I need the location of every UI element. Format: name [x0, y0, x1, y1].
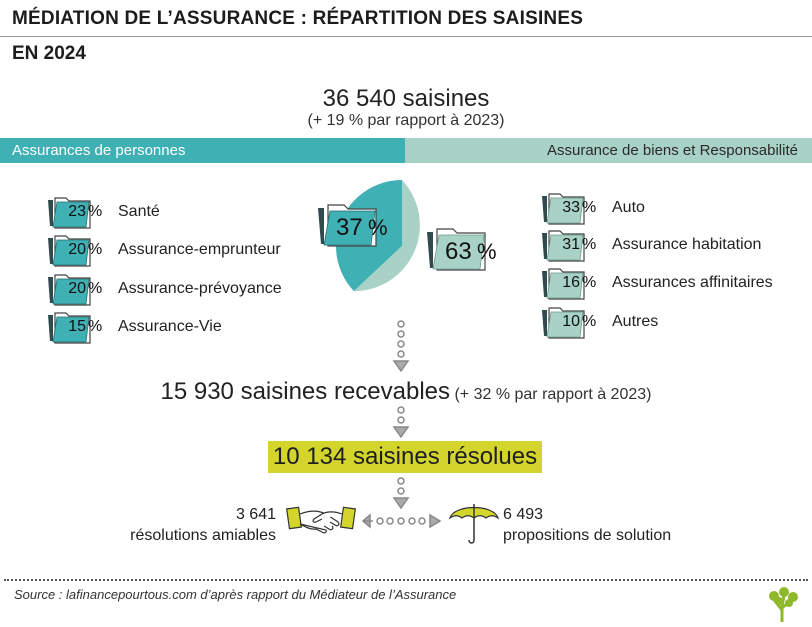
category-value: 15 [68, 318, 86, 335]
category-label: Santé [118, 203, 160, 220]
arrow-pie-to-recevables [394, 321, 408, 371]
proposition-label: propositions de solution [503, 527, 672, 544]
percent-sign: % [582, 199, 597, 216]
handshake-icon [286, 502, 356, 538]
source-note: Source : lafinancepourtous.com d’après rapport du Médiateur de l’Assurance [14, 587, 457, 602]
category-label: Assurance-Vie [118, 318, 222, 335]
amiable-value: 3 641 [235, 506, 276, 523]
percent-sign: % [88, 241, 103, 258]
category-label: Assurance habitation [612, 236, 762, 253]
total-change: (+ 19 % par rapport à 2023) [307, 112, 505, 129]
category-value: 33 [562, 199, 580, 216]
resolues-badge: 10 134 saisines résolues [268, 441, 542, 473]
umbrella-icon [448, 498, 500, 546]
percent-sign: % [88, 318, 103, 335]
percent-sign: % [582, 236, 597, 253]
recevables-line [0, 378, 812, 406]
category-label: Assurance-prévoyance [118, 280, 282, 297]
percent-sign: % [368, 215, 388, 240]
recevables-label: 15 930 saisines recevables [160, 378, 451, 405]
band-assurances-personnes: Assurances de personnes [0, 138, 405, 163]
percent-sign: % [582, 274, 597, 291]
category-label: Assurances affinitaires [612, 274, 773, 291]
proposition-value: 6 493 [503, 506, 544, 523]
percent-sign: % [477, 239, 497, 264]
total-saisines: 36 540 saisines [322, 85, 490, 112]
arrow-resolues-to-outcomes [394, 478, 408, 508]
percent-sign: % [582, 313, 597, 330]
page-subtitle: EN 2024 [12, 43, 86, 64]
category-label: Assurance-emprunteur [118, 241, 281, 258]
percent-sign: % [88, 280, 103, 297]
category-value: 23 [68, 203, 86, 220]
page-title: MÉDIATION DE L’ASSURANCE : RÉPARTITION DES SAISINES [12, 8, 584, 29]
category-value: 20 [68, 280, 86, 297]
arrow-split-left-right [363, 515, 440, 527]
arrow-recevables-to-resolues [394, 407, 408, 437]
recevables-change: (+ 32 % par rapport à 2023) [454, 386, 652, 403]
footer-divider [4, 579, 808, 581]
percent-sign: % [88, 203, 103, 220]
category-label: Autres [612, 313, 659, 330]
pie-value-personnes: 37 [336, 214, 363, 241]
tree-logo-icon [762, 586, 802, 622]
category-value: 20 [68, 241, 86, 258]
category-value: 10 [562, 313, 580, 330]
pie-value-biens: 63 [445, 238, 472, 265]
category-value: 16 [562, 274, 580, 291]
amiable-label: résolutions amiables [130, 527, 276, 544]
category-label: Auto [612, 199, 645, 216]
category-value: 31 [562, 236, 580, 253]
band-assurance-biens: Assurance de biens et Responsabilité [405, 138, 812, 163]
